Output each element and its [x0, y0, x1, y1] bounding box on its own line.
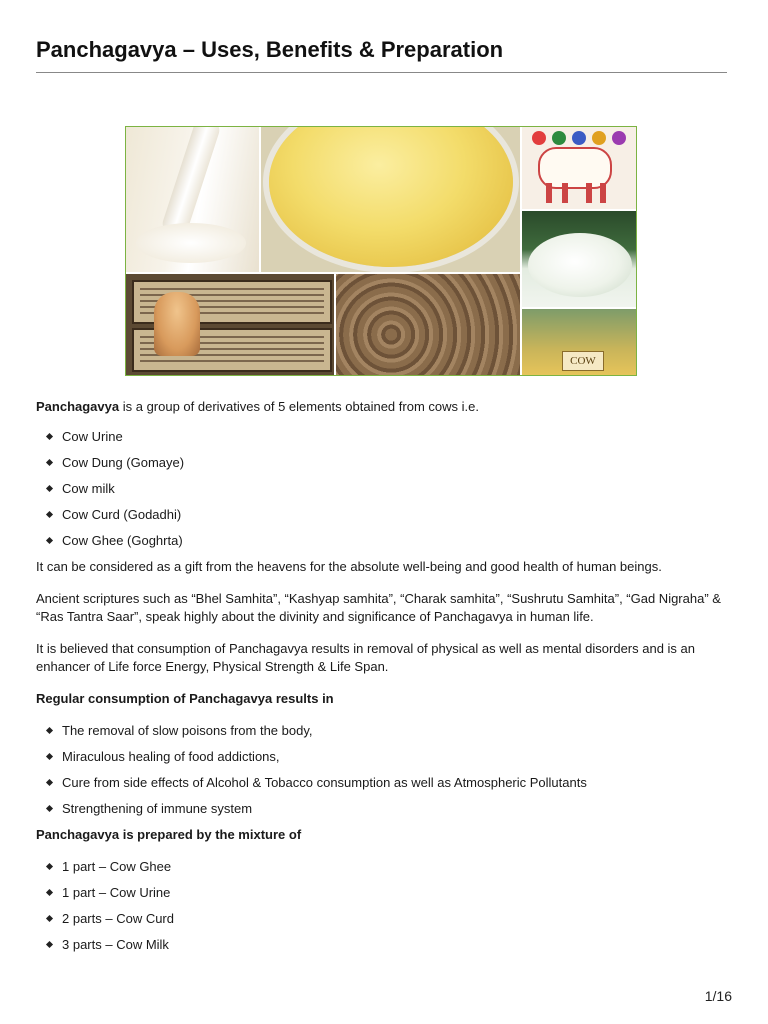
gift-paragraph: It can be considered as a gift from the heavens for the absolute well-being and good health of human beings. [36, 559, 662, 574]
cow-leg [546, 183, 552, 203]
mixture-list [36, 858, 736, 954]
intro-paragraph [36, 398, 736, 416]
list-item: Miraculous healing of food addictions, [36, 748, 736, 766]
article-body [36, 398, 736, 962]
ghee-bowl [269, 127, 513, 267]
page-title: Panchagavya – Uses, Benefits & Preparation [36, 37, 504, 62]
badge-icon [552, 131, 566, 145]
dung-cakes-photo [336, 274, 520, 375]
page-number: 1/16 [704, 988, 732, 1004]
cow-leg [586, 183, 592, 203]
curd-bowl [528, 233, 632, 297]
sage-figure [154, 292, 200, 356]
cow-leg [562, 183, 568, 203]
list-item: 1 part – Cow Ghee [36, 858, 736, 876]
badge-icon [612, 131, 626, 145]
list-item: Cow Dung (Gomaye) [36, 454, 736, 472]
elements-list [36, 428, 736, 550]
milk-stream [160, 127, 222, 238]
results-list [36, 722, 736, 818]
intro-text: is a group of derivatives of 5 elements obtained from cows i.e. [119, 399, 479, 414]
panchagavya-collage-image [125, 126, 637, 376]
title-divider [36, 72, 727, 73]
results-heading [36, 690, 736, 708]
list-item: 2 parts – Cow Curd [36, 910, 736, 928]
cow-illustration [522, 127, 636, 209]
badge-icon [592, 131, 606, 145]
milk-splash [136, 223, 246, 263]
list-item: 1 part – Cow Urine [36, 884, 736, 902]
scripture-photo [126, 274, 334, 375]
list-item: Cow Urine [36, 428, 736, 446]
cow-urine-jar-photo [522, 309, 636, 375]
list-item: Cow milk [36, 480, 736, 498]
intro-bold-term: Panchagavya [36, 399, 120, 414]
results-heading-text: Regular consumption of Panchagavya results in [36, 691, 334, 706]
cow-leg [600, 183, 606, 203]
list-item: The removal of slow poisons from the body, [36, 722, 736, 740]
list-item: Cow Curd (Godadhi) [36, 506, 736, 524]
milk-photo [126, 127, 259, 272]
badge-icon [532, 131, 546, 145]
belief-paragraph: It is believed that consumption of Panchagavya results in removal of physical as well as mental disorders and is an enhancer of Life force Energy, Physical Strength & Life Span. [36, 641, 696, 674]
mixture-heading [36, 826, 736, 844]
ghee-photo [261, 127, 520, 272]
list-item: Cow Ghee (Goghrta) [36, 532, 736, 550]
curd-photo [522, 211, 636, 307]
list-item: Strengthening of immune system [36, 800, 736, 818]
scriptures-paragraph: Ancient scriptures such as “Bhel Samhita”, “Kashyap samhita”, “Charak samhita”, “Sushrutu Samhita”, “Gad Nigraha” & “Ras Tantra Saar”, speak highly about the divinity and significance of Panchagavya in human life. [36, 591, 721, 624]
mixture-heading-text: Panchagavya is prepared by the mixture of [36, 827, 302, 842]
list-item: 3 parts – Cow Milk [36, 936, 736, 954]
list-item: Cure from side effects of Alcohol & Tobacco consumption as well as Atmospheric Pollutants [36, 774, 736, 792]
badge-icon [572, 131, 586, 145]
jar-label: COW [562, 351, 604, 371]
